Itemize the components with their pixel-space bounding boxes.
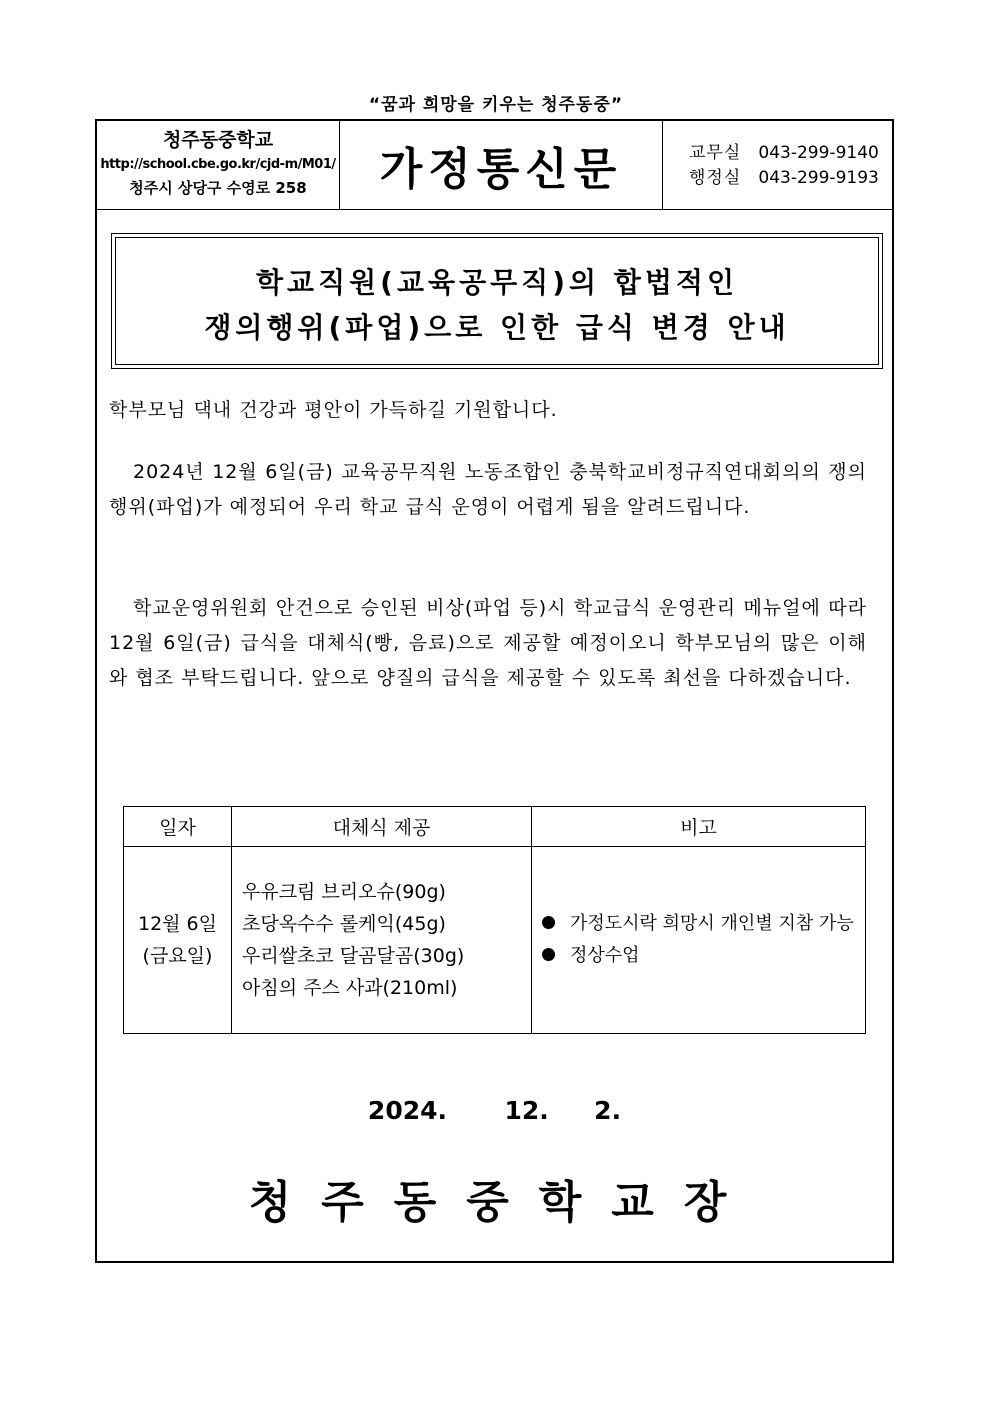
remark-item [542, 940, 864, 972]
newsletter-title: 가정통신문 [340, 121, 663, 209]
issue-month: 12. [504, 1096, 549, 1125]
header-substitute-meal: 대체식 제공 [232, 807, 532, 847]
school-url[interactable]: http://school.cbe.go.kr/cjd-m/M01/ [100, 157, 336, 172]
meal-items-cell [232, 847, 532, 1034]
bullet-icon [542, 916, 555, 929]
newsletter-frame [95, 119, 894, 1263]
issue-day: 2. [594, 1096, 622, 1125]
paragraph-text: 2024년 12월 6일(금) 교육공무직원 노동조합인 충북학교비정규직연대회의의 쟁의행위(파업)가 예정되어 우리 학교 급식 운영이 어렵게 됨을 알려드립니다. [109, 461, 867, 518]
table-header-row [124, 807, 866, 847]
newsletter-header [97, 121, 892, 210]
weekday-line: (금요일) [142, 945, 213, 967]
remark-text: 가정도시락 희망시 개인별 지참 가능 [570, 913, 854, 934]
substitute-meal-table [123, 806, 866, 1034]
date-line: 12월 6일 [137, 913, 217, 935]
meal-item: 우리쌀초코 달곰달곰(30g) [242, 945, 465, 967]
school-info [97, 121, 340, 209]
contact-row-academic [689, 141, 892, 166]
paragraph-strike-notice [109, 455, 867, 525]
paragraph-text: 학교운영위원회 안건으로 승인된 비상(파업 등)시 학교급식 운영관리 메뉴얼에 따라 12월 6일(금) 급식을 대체식(빵, 음료)으로 제공할 예정이오니 학부모님의 많은 이해와 협조 부탁드립니다. 앞으로 양질의 급식을 제공할 수 있도록 최선을 다하겠습니다. [109, 597, 867, 689]
notice-title-box [111, 233, 883, 369]
header-date: 일자 [124, 807, 232, 847]
issue-date [97, 1096, 892, 1125]
remark-item [542, 908, 864, 940]
meal-item: 초당옥수수 롤케익(45g) [242, 913, 446, 935]
contact-phone: 043-299-9193 [758, 168, 879, 188]
bullet-icon [542, 948, 555, 961]
remark-text: 정상수업 [570, 945, 640, 966]
contact-phone: 043-299-9140 [758, 143, 879, 163]
meal-item: 아침의 주스 사과(210ml) [242, 977, 458, 999]
notice-title [115, 237, 879, 365]
remarks-cell [532, 847, 866, 1034]
meal-item: 우유크림 브리오슈(90g) [242, 881, 446, 903]
contact-label: 교무실 [689, 143, 742, 163]
header-remarks: 비고 [532, 807, 866, 847]
contact-row-admin [689, 166, 892, 191]
table-row [124, 847, 866, 1034]
school-name: 청주동중학교 [162, 129, 274, 151]
contact-info [663, 121, 892, 209]
date-cell [124, 847, 232, 1034]
contact-label: 행정실 [689, 168, 742, 188]
greeting-text: 학부모님 댁내 건강과 평안이 가득하길 기원합니다. [109, 399, 558, 421]
notice-title-line1: 학교직원(교육공무직)의 합법적인 [255, 266, 738, 299]
principal-signature: 청주동중학교장 [248, 1177, 757, 1228]
paragraph-meal-change [109, 591, 867, 696]
school-motto: “꿈과 희망을 키우는 청주동중” [368, 95, 624, 115]
issue-year: 2024. [367, 1096, 447, 1125]
school-address: 청주시 상당구 수영로 258 [129, 179, 307, 197]
notice-title-line2: 쟁의행위(파업)으로 인한 급식 변경 안내 [204, 311, 790, 344]
